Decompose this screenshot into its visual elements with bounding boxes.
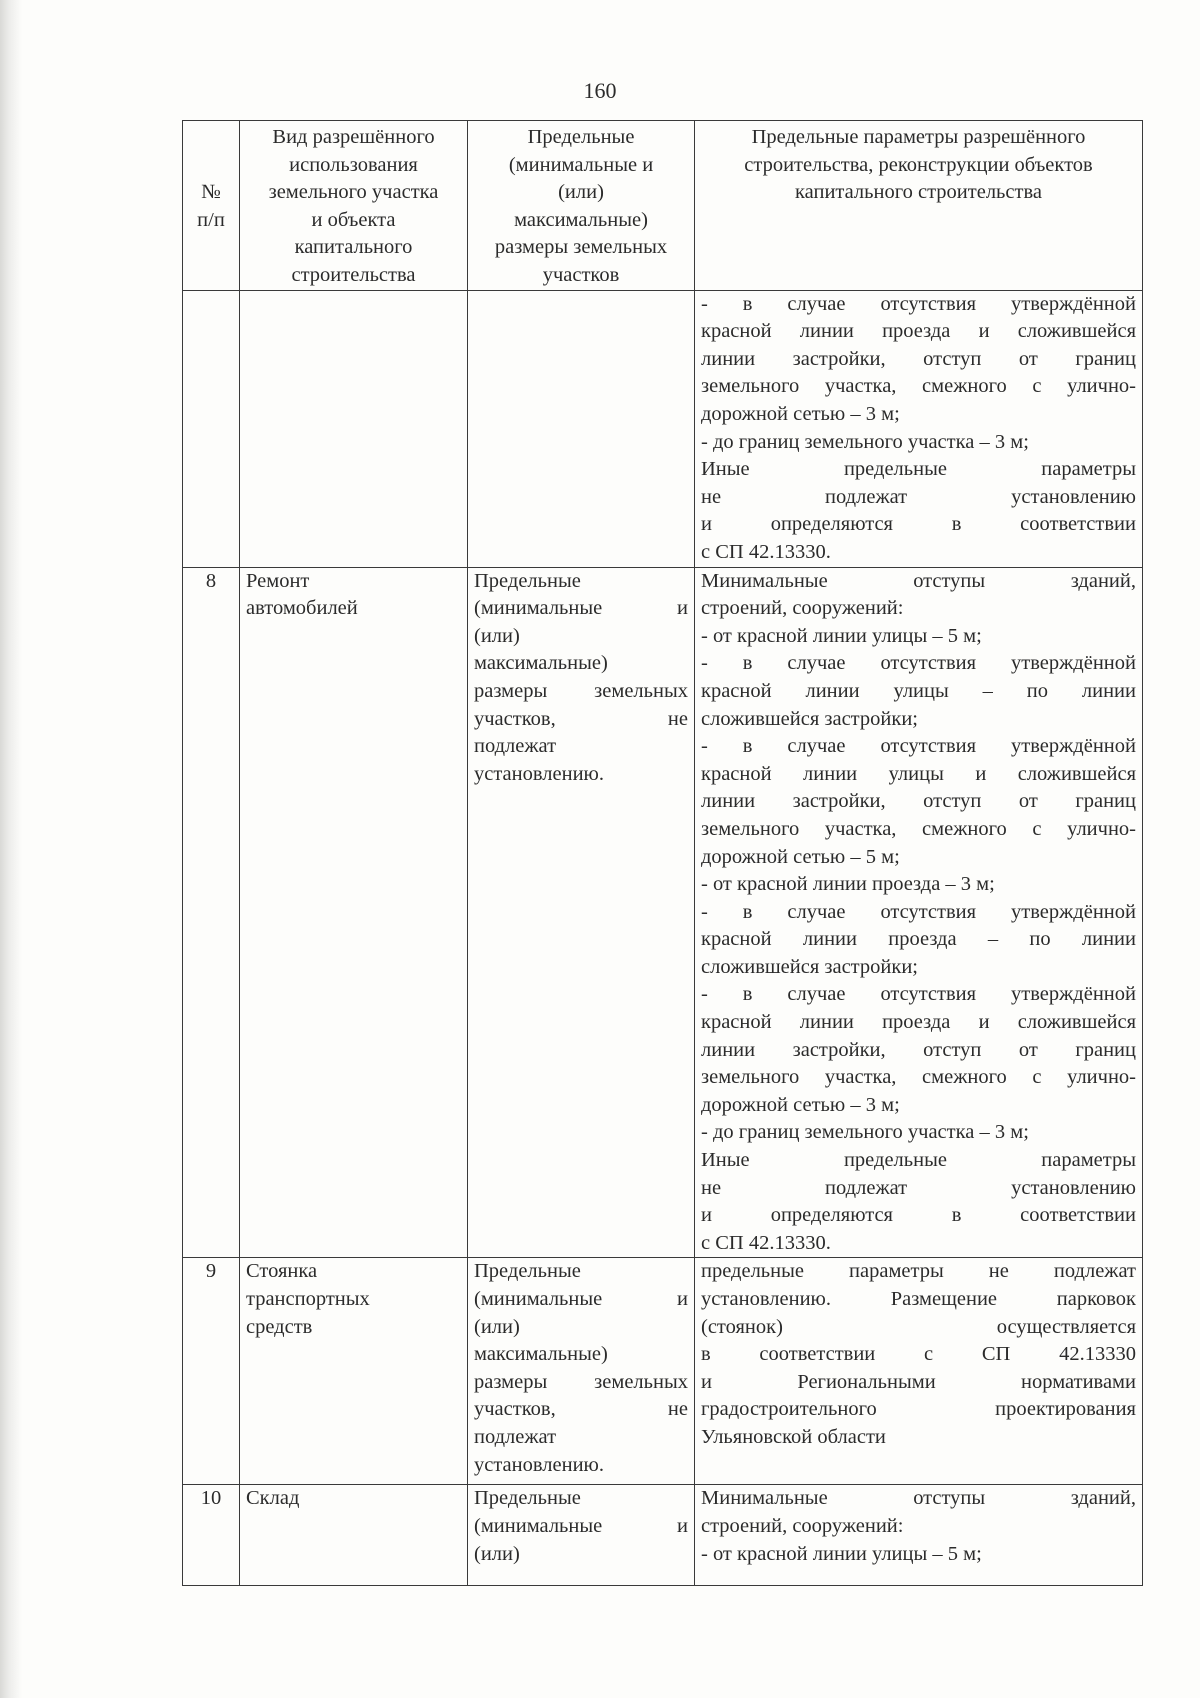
text-line: (или) <box>474 1315 520 1338</box>
text-line: п/п <box>197 208 225 231</box>
text-line: и объекта <box>311 208 396 231</box>
text-line: Стоянка <box>246 1260 318 1283</box>
text-line: размеры земельных <box>494 236 668 259</box>
text-line: Ремонт <box>246 569 310 592</box>
zoning-parameters-table <box>182 120 1143 1586</box>
text-line: сложившейся застройки; <box>701 707 918 730</box>
table-row <box>183 567 1143 1258</box>
text-line: Иные предельные параметры <box>701 458 1136 481</box>
text-line: размеры земельных <box>474 679 688 702</box>
text-line: - в случае отсутствия утверждённой <box>701 292 1136 315</box>
row-plot-sizes <box>468 567 695 1258</box>
text-line: Вид разрешённого <box>272 126 435 148</box>
row-plot-sizes <box>468 290 695 567</box>
text-line: № <box>201 181 221 204</box>
text-line: не подлежат установлению <box>701 1176 1136 1199</box>
row-construction-params <box>695 290 1143 567</box>
text-line: - от красной линии улицы – 5 м; <box>701 624 982 647</box>
text-line: (минимальные и <box>474 1288 688 1310</box>
text-line: подлежат <box>474 1425 557 1448</box>
row-use-type <box>240 1485 468 1586</box>
row-use-type <box>240 290 468 567</box>
text-line: Предельные <box>474 1487 581 1510</box>
text-line: Склад <box>246 1487 300 1510</box>
text-line: - до границ земельного участка – 3 м; <box>701 430 1029 453</box>
text-line: максимальные) <box>474 1343 608 1366</box>
text-line: Иные предельные параметры <box>701 1149 1136 1172</box>
text-line: транспортных <box>246 1288 370 1310</box>
text-line: капитального <box>294 236 413 259</box>
text-line: - от красной линии проезда – 3 м; <box>701 873 995 896</box>
table-row <box>183 1258 1143 1485</box>
text-line: с СП 42.13330. <box>701 1231 831 1254</box>
row-plot-sizes <box>468 1258 695 1485</box>
text-line: максимальные) <box>474 652 608 675</box>
text-line: установлению. <box>474 762 604 785</box>
text-line: максимальные) <box>514 208 648 231</box>
text-line: в соответствии с СП 42.13330 <box>701 1343 1136 1366</box>
text-line: участков, не <box>474 1398 688 1421</box>
text-line: и Региональными нормативами <box>701 1370 1136 1393</box>
text-line: строительства <box>291 263 416 286</box>
text-line: Предельные <box>527 126 635 148</box>
table-row <box>183 290 1143 567</box>
text-line: - до границ земельного участка – 3 м; <box>701 1121 1029 1144</box>
text-line: (минимальные и <box>474 597 688 620</box>
row-number: 9 <box>183 1258 240 1485</box>
text-line: средств <box>246 1315 313 1338</box>
text-line: и определяются в соответствии <box>701 513 1136 536</box>
row-construction-params <box>695 1258 1143 1485</box>
text-line: не подлежат установлению <box>701 485 1136 508</box>
row-number: 8 <box>183 567 240 1258</box>
text-line: - в случае отсутствия утверждённой <box>701 900 1136 923</box>
row-number: 10 <box>183 1485 240 1586</box>
row-plot-sizes <box>468 1485 695 1586</box>
text-line: Предельные параметры разрешённого <box>751 126 1086 148</box>
text-line: предельные параметры не подлежат <box>701 1260 1136 1283</box>
text-line: Минимальные отступы зданий, <box>701 569 1136 592</box>
text-line: - в случае отсутствия утверждённой <box>701 735 1136 758</box>
text-line: дорожной сетью – 3 м; <box>701 402 900 425</box>
text-line: (или) <box>474 624 520 647</box>
text-line: красной линии проезда и сложившейся <box>701 1011 1136 1034</box>
row-construction-params <box>695 567 1143 1258</box>
text-line: автомобилей <box>246 597 358 620</box>
table-header-row <box>183 121 1143 291</box>
row-number <box>183 290 240 567</box>
text-line: сложившейся застройки; <box>701 955 918 978</box>
header-num <box>183 121 240 291</box>
text-line: линии застройки, отступ от границ <box>701 1038 1136 1061</box>
text-line: (или) <box>558 181 604 204</box>
text-line: градостроительного проектирования <box>701 1398 1136 1421</box>
text-line: земельного участка, смежного с улично- <box>701 817 1136 840</box>
text-line: использования <box>289 153 418 176</box>
text-line: земельного участка, смежного с улично- <box>701 375 1136 398</box>
text-line: Ульяновской области <box>701 1425 886 1448</box>
text-line: и определяются в соответствии <box>701 1204 1136 1227</box>
row-use-type <box>240 567 468 1258</box>
header-construction-params <box>695 121 1143 291</box>
row-construction-params <box>695 1485 1143 1586</box>
text-line: красной линии проезда – по линии <box>701 928 1136 951</box>
text-line: участков, не <box>474 707 688 730</box>
text-line: красной линии улицы и сложившейся <box>701 762 1136 785</box>
text-line: Предельные <box>474 569 581 592</box>
text-line: размеры земельных <box>474 1370 688 1393</box>
text-line: установлению. <box>474 1453 604 1476</box>
text-line: (стоянок) осуществляется <box>701 1315 1136 1338</box>
text-line: дорожной сетью – 5 м; <box>701 845 900 868</box>
text-line: - от красной линии улицы – 5 м; <box>701 1542 982 1565</box>
text-line: (минимальные и <box>474 1515 688 1537</box>
text-line: - в случае отсутствия утверждённой <box>701 983 1136 1006</box>
text-line: строений, сооружений: <box>701 1515 904 1537</box>
scan-edge-shadow <box>0 0 22 1698</box>
row-use-type <box>240 1258 468 1485</box>
text-line: Предельные <box>474 1260 581 1283</box>
text-line: линии застройки, отступ от границ <box>701 347 1136 370</box>
text-line: - в случае отсутствия утверждённой <box>701 652 1136 675</box>
text-line: красной линии улицы – по линии <box>701 679 1136 702</box>
text-line: (минимальные и <box>508 153 654 176</box>
table-row <box>183 1485 1143 1586</box>
page-number: 160 <box>583 78 617 103</box>
text-line: подлежат <box>474 735 557 758</box>
text-line: (или) <box>474 1542 520 1565</box>
text-line: строительства, реконструкции объектов <box>744 153 1093 176</box>
text-line: Минимальные отступы зданий, <box>701 1487 1136 1510</box>
text-line: красной линии проезда и сложившейся <box>701 320 1136 343</box>
text-line: земельного участка <box>268 181 439 204</box>
text-line: линии застройки, отступ от границ <box>701 790 1136 813</box>
text-line: установлению. Размещение парковок <box>701 1288 1136 1310</box>
text-line: земельного участка, смежного с улично- <box>701 1066 1136 1089</box>
text-line: дорожной сетью – 3 м; <box>701 1093 900 1116</box>
text-line: капитального строительства <box>795 181 1042 204</box>
text-line: строений, сооружений: <box>701 597 904 620</box>
header-use-type <box>240 121 468 291</box>
text-line: участков <box>542 263 620 286</box>
text-line: с СП 42.13330. <box>701 540 831 563</box>
header-plot-sizes <box>468 121 695 291</box>
